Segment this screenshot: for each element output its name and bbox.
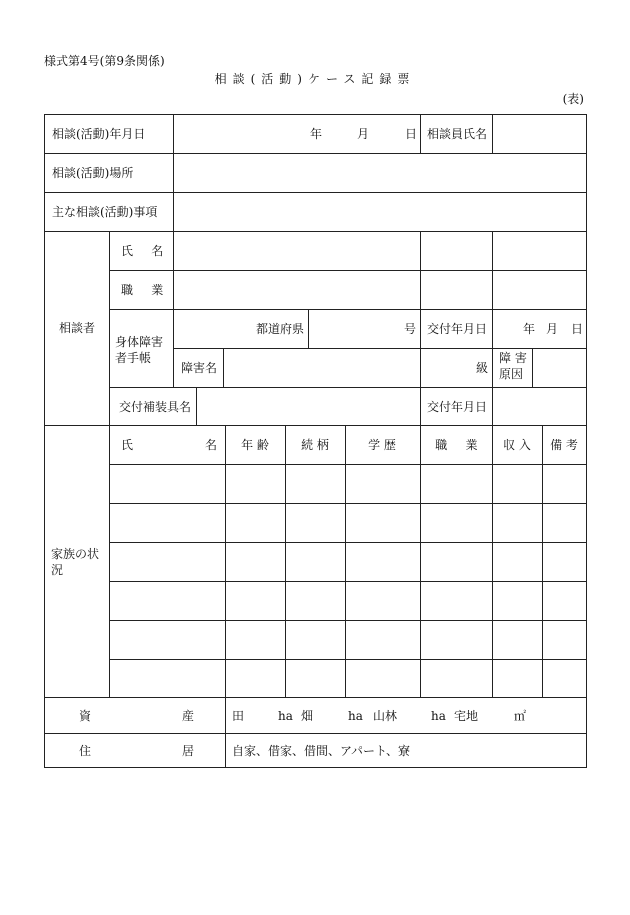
consultee-label: 相談者 <box>59 321 96 335</box>
asset-field-label: 田 <box>232 709 245 723</box>
handbook-label-line1: 身体障害 <box>115 335 164 349</box>
issue-day-label: 日 <box>571 322 584 336</box>
table-rule <box>109 231 110 697</box>
form-number: 様式第4号(第9条関係) <box>44 54 165 68</box>
disability-cause-label-line1: 障 害 <box>499 351 527 365</box>
asset-forest-unit: ha <box>431 709 446 723</box>
family-header-relation: 続 柄 <box>301 438 329 452</box>
place-label: 相談(活動)場所 <box>52 166 134 180</box>
family-label-line2: 況 <box>51 563 64 577</box>
table-rule <box>492 231 493 348</box>
table-rule <box>492 348 493 387</box>
table-rule <box>173 115 174 231</box>
table-rule <box>225 697 226 767</box>
table-rule <box>109 270 586 271</box>
consultee-name-label: 氏 名 <box>121 244 171 258</box>
table-rule <box>345 425 346 697</box>
table-rule <box>174 348 586 349</box>
assets-label-1: 資 <box>79 709 92 723</box>
consultee-occupation-label: 職 業 <box>121 283 171 297</box>
family-header-name-2: 名 <box>205 438 218 452</box>
table-rule <box>492 425 493 697</box>
asset-forest-label: 山林 <box>373 709 398 723</box>
device-issue-date-label: 交付年月日 <box>427 400 488 414</box>
side-indicator: (表) <box>562 92 584 106</box>
table-rule <box>173 231 174 387</box>
table-rule <box>109 659 586 660</box>
family-header-age: 年 齢 <box>241 438 269 452</box>
family-label-line1: 家族の状 <box>51 547 100 561</box>
asset-upland-label: 畑 <box>301 709 314 723</box>
disability-cause-label-line2: 原因 <box>499 367 524 381</box>
residence-label-1: 住 <box>79 744 92 758</box>
disability-grade-label: 級 <box>476 361 489 375</box>
table-rule <box>109 387 586 388</box>
table-rule <box>109 503 586 504</box>
counselor-name-label: 相談員氏名 <box>427 127 488 141</box>
form-title: 相談(活動)ケース記録票 <box>214 72 416 86</box>
table-rule <box>109 620 586 621</box>
assistive-device-label: 交付補装具名 <box>119 400 192 414</box>
residence-label-2: 居 <box>182 744 195 758</box>
asset-upland-unit: ha <box>348 709 363 723</box>
table-rule <box>492 387 493 425</box>
table-rule <box>45 733 586 734</box>
table-rule <box>109 542 586 543</box>
family-header-occupation: 職 業 <box>435 438 485 452</box>
handbook-number-label: 号 <box>404 322 417 336</box>
table-rule <box>542 425 543 697</box>
handbook-issue-date-label: 交付年月日 <box>427 322 488 336</box>
consult-month-label: 月 <box>357 127 370 141</box>
table-rule <box>285 425 286 697</box>
table-rule <box>420 425 421 697</box>
table-rule <box>223 348 224 387</box>
family-header-name-1: 氏 <box>121 438 134 452</box>
table-rule <box>45 425 586 426</box>
matters-label: 主な相談(活動)事項 <box>52 205 158 219</box>
assets-label-2: 産 <box>182 709 195 723</box>
asset-field-unit: ha <box>278 709 293 723</box>
consult-date-label: 相談(活動)年月日 <box>52 127 146 141</box>
table-rule <box>308 309 309 348</box>
residence-options: 自家、借家、借間、アパート、寮 <box>232 744 410 758</box>
table-rule <box>109 309 586 310</box>
prefecture-label: 都道府県 <box>256 322 305 336</box>
table-rule <box>420 115 421 153</box>
issue-month-label: 月 <box>546 322 559 336</box>
table-rule <box>196 387 197 425</box>
table-rule <box>420 231 421 425</box>
table-rule <box>45 231 586 232</box>
issue-year-label: 年 <box>523 322 536 336</box>
table-rule <box>109 464 586 465</box>
family-header-remarks: 備 考 <box>550 438 578 452</box>
disability-name-label: 障害名 <box>181 361 218 375</box>
table-rule <box>45 192 586 193</box>
consult-day-label: 日 <box>405 127 418 141</box>
family-header-education: 学 歴 <box>368 438 396 452</box>
consult-year-label: 年 <box>310 127 323 141</box>
table-rule <box>532 348 533 387</box>
table-rule <box>225 425 226 697</box>
table-rule <box>45 153 586 154</box>
asset-residential-unit: ㎡ <box>514 709 527 723</box>
record-table <box>44 114 587 768</box>
table-rule <box>492 115 493 153</box>
table-rule <box>45 697 586 698</box>
family-header-income: 収 入 <box>503 438 531 452</box>
handbook-label-line2: 者手帳 <box>115 351 152 365</box>
table-rule <box>109 581 586 582</box>
asset-residential-label: 宅地 <box>454 709 479 723</box>
